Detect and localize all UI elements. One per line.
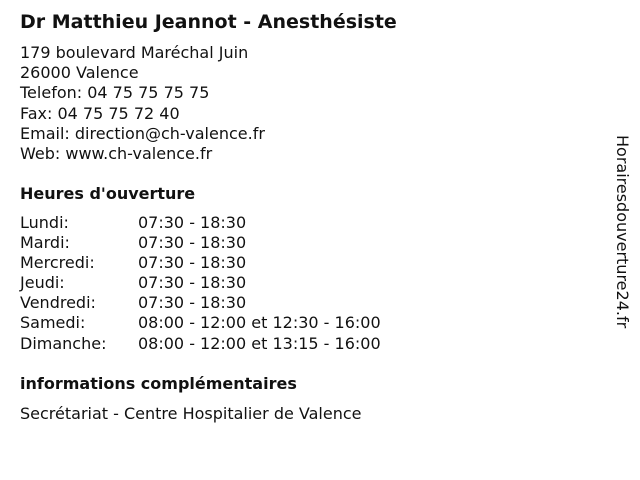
hours-row-monday	[20, 213, 381, 233]
day-label: Vendredi:	[20, 293, 96, 313]
page-title: Dr Matthieu Jeannot - Anesthésiste	[20, 11, 397, 33]
site-watermark: Horairesdouverture24.fr	[613, 135, 632, 329]
time-range: 07:30 - 18:30	[138, 253, 247, 273]
extra-info-text: Secrétariat - Centre Hospitalier de Valence	[20, 404, 362, 423]
day-label: Jeudi:	[20, 273, 65, 293]
hours-row-sunday	[20, 334, 381, 354]
phone-number: Telefon: 04 75 75 75 75	[20, 83, 210, 103]
time-range: 08:00 - 12:00 et 13:15 - 16:00	[138, 333, 381, 353]
hours-table	[20, 213, 381, 354]
time-range: 07:30 - 18:30	[138, 293, 247, 313]
hours-row-thursday	[20, 273, 381, 293]
time-range: 07:30 - 18:30	[138, 213, 247, 232]
hours-row-friday	[20, 293, 381, 313]
day-label: Dimanche:	[20, 333, 107, 353]
day-label: Mercredi:	[20, 253, 95, 273]
day-label: Mardi:	[20, 233, 70, 253]
day-label: Samedi:	[20, 313, 86, 333]
address-street: 179 boulevard Maréchal Juin	[20, 43, 249, 62]
email-address: Email: direction@ch-valence.fr	[20, 123, 265, 143]
address-city: 26000 Valence	[20, 63, 139, 83]
hours-row-wednesday	[20, 253, 381, 273]
hours-row-tuesday	[20, 233, 381, 253]
website: Web: www.ch-valence.fr	[20, 144, 213, 164]
hours-heading: Heures d'ouverture	[20, 184, 196, 203]
contact-block	[20, 43, 265, 164]
time-range: 07:30 - 18:30	[138, 273, 247, 293]
hours-row-saturday	[20, 313, 381, 333]
fax-number: Fax: 04 75 75 72 40	[20, 103, 180, 123]
time-range: 07:30 - 18:30	[138, 233, 247, 253]
day-label: Lundi:	[20, 213, 69, 232]
time-range: 08:00 - 12:00 et 12:30 - 16:00	[138, 313, 381, 333]
extra-info-heading: informations complémentaires	[20, 374, 297, 393]
